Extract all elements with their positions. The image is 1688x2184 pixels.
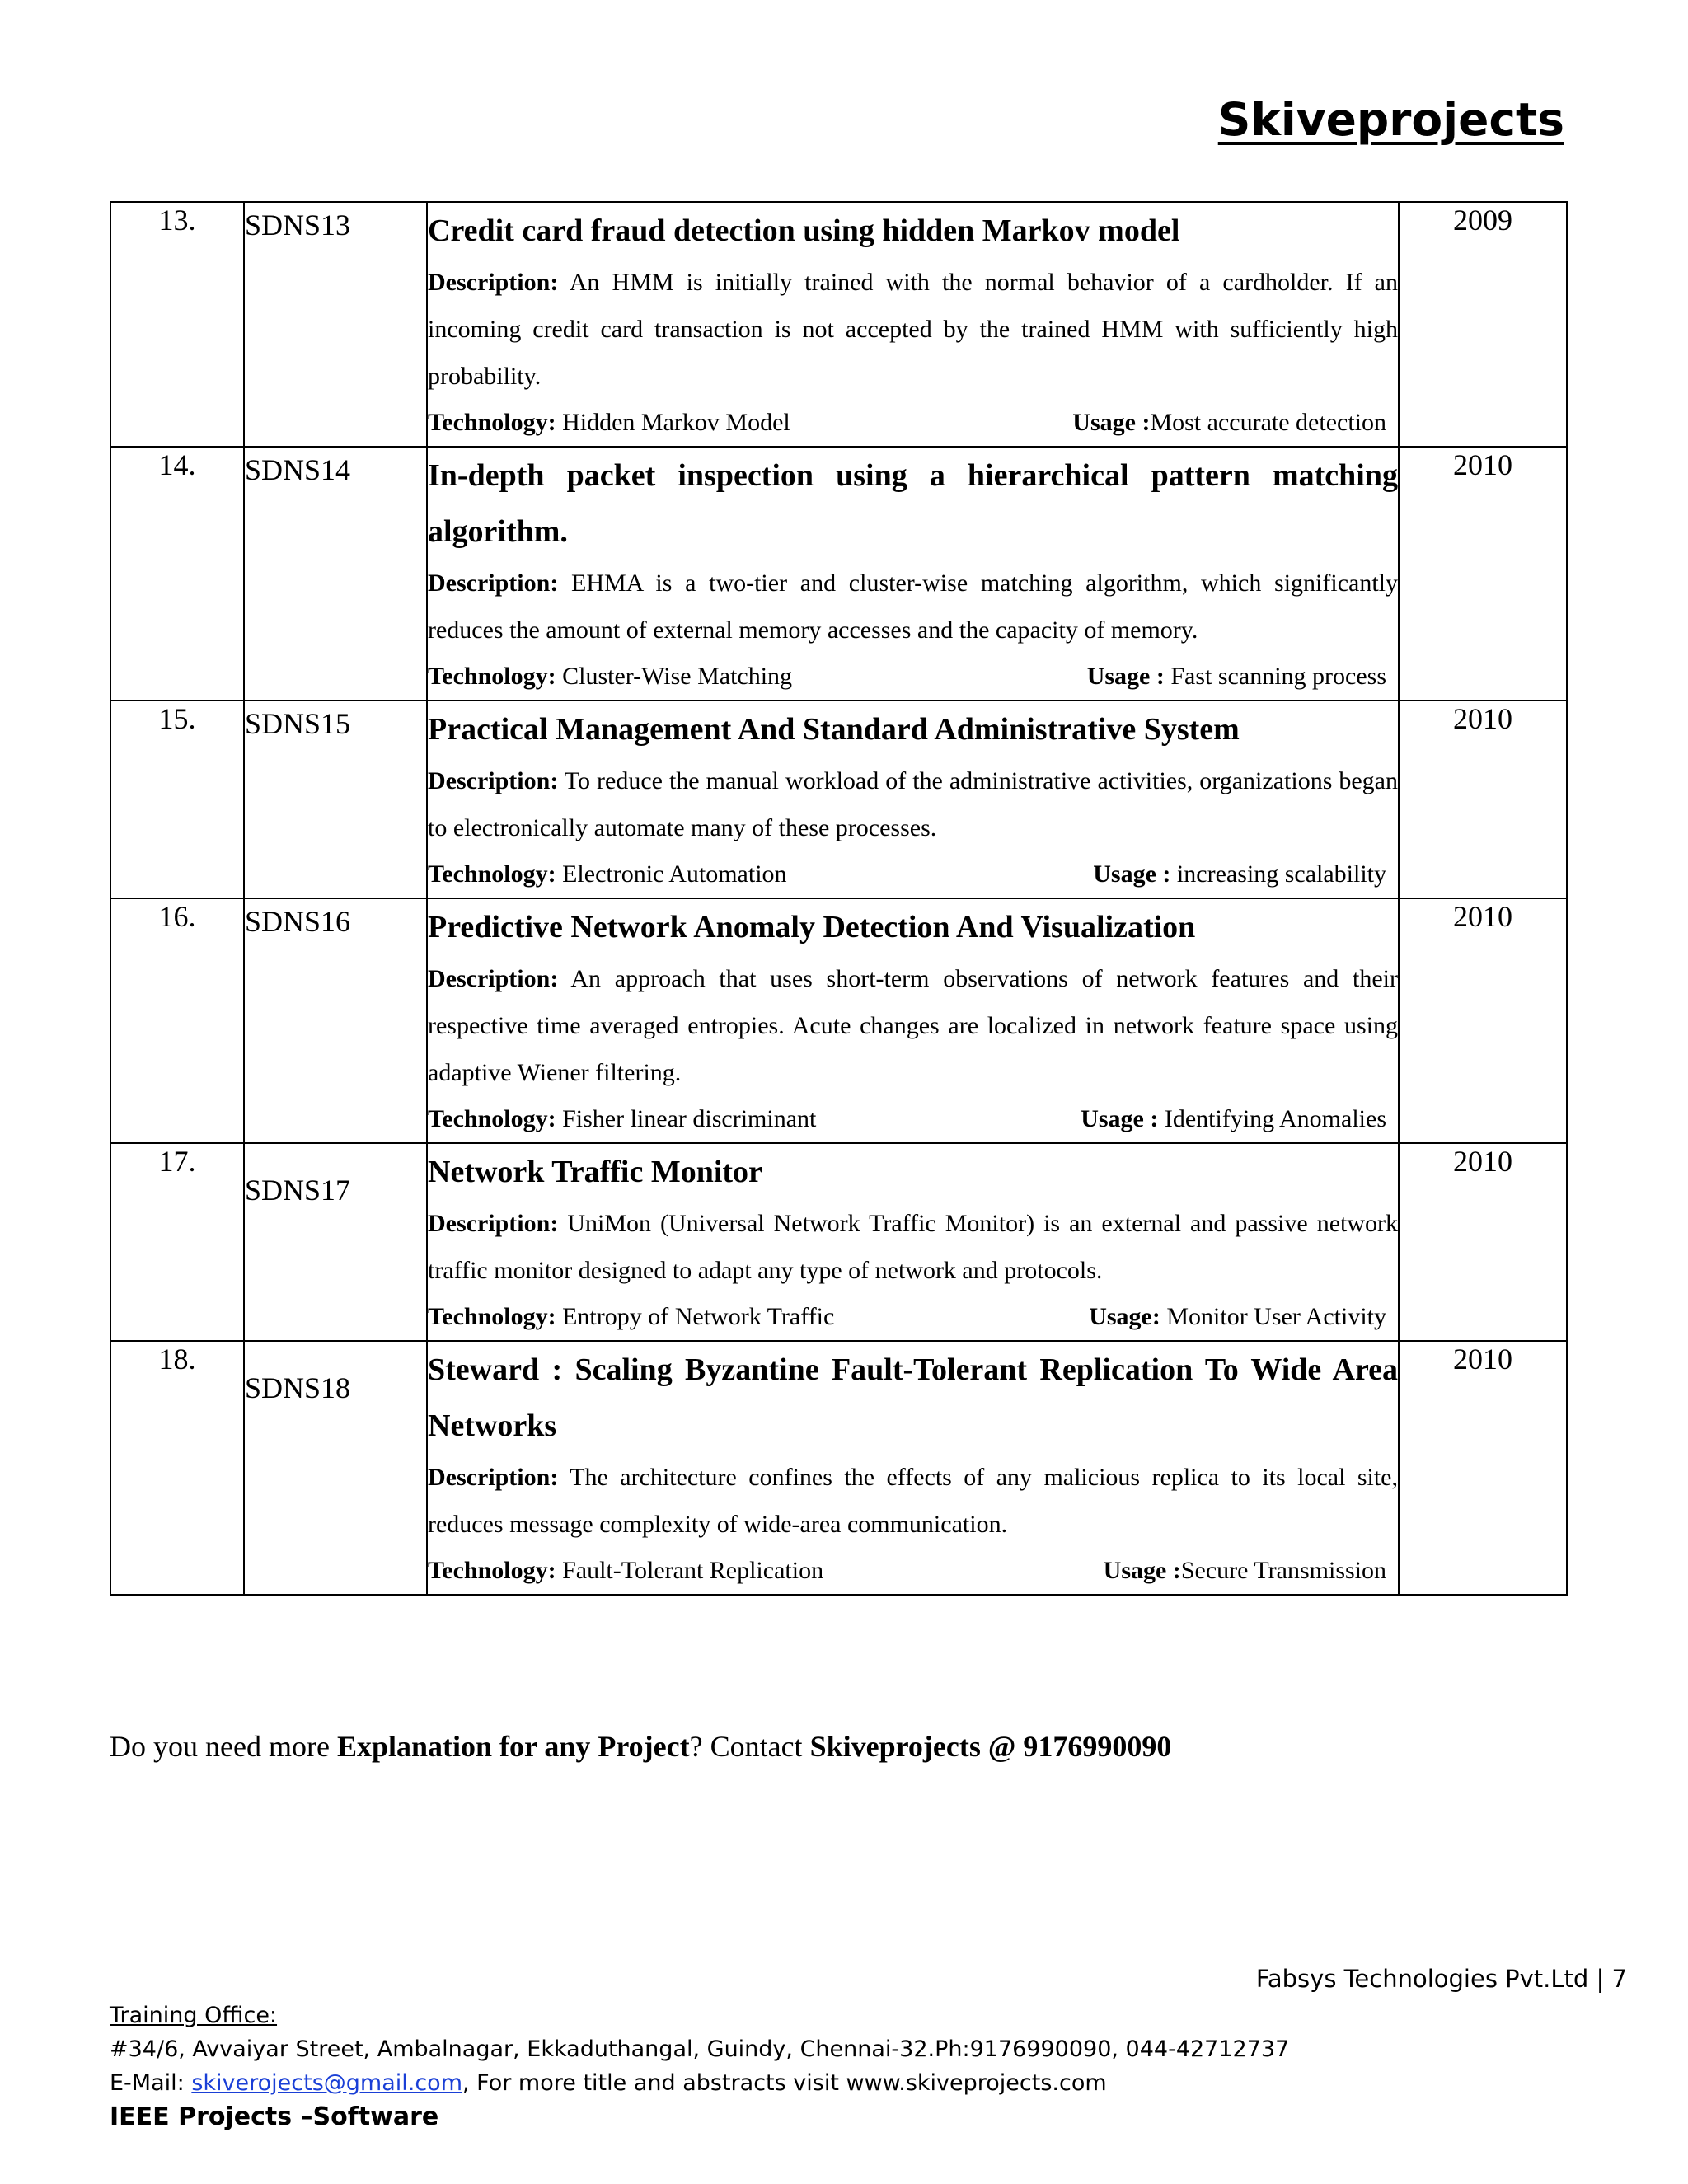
technology-line (428, 1096, 1398, 1142)
email-link[interactable]: skiverojects@gmail.com (191, 2070, 462, 2096)
project-number: 14. (110, 447, 244, 701)
separator: | (1596, 1965, 1605, 1993)
project-year: 2010 (1399, 1341, 1567, 1595)
visit-text: , For more title and abstracts visit www.skiveprojects.com (462, 2070, 1107, 2096)
technology-value: Electronic Automation (562, 860, 787, 888)
technology-label: Technology: (428, 1105, 556, 1132)
email-label: E-Mail: (110, 2070, 192, 2096)
project-year: 2010 (1399, 447, 1567, 701)
project-code: SDNS15 (245, 707, 351, 740)
description-label: Description: (428, 1210, 559, 1237)
project-code: SDNS18 (245, 1371, 351, 1404)
project-title: Predictive Network Anomaly Detection And Visualization (428, 910, 1196, 944)
table-row (110, 202, 1567, 447)
project-year: 2010 (1399, 898, 1567, 1143)
project-title: In-depth packet inspection using a hierarchical pattern matching algorithm. (428, 458, 1398, 549)
project-number: 18. (110, 1341, 244, 1595)
description-label: Description: (428, 569, 559, 597)
project-title: Steward : Scaling Byzantine Fault-Tolerant Replication To Wide Area Networks (428, 1352, 1398, 1443)
technology-value: Hidden Markov Model (562, 409, 790, 436)
description-text: To reduce the manual workload of the administrative activities, organizations began to electronically automate many of these processes. (428, 767, 1398, 841)
project-number: 15. (110, 701, 244, 898)
technology-line (428, 654, 1398, 700)
technology-label: Technology: (428, 1303, 556, 1330)
technology-label: Technology: (428, 1557, 556, 1584)
project-title: Practical Management And Standard Administrative System (428, 712, 1240, 747)
table-row (110, 1143, 1567, 1341)
email-line (110, 2066, 1289, 2100)
description-text: An approach that uses short-term observations of network features and their respective time averaged entropies. Acute changes are localized in network feature space using adaptive Wiener filtering. (428, 965, 1398, 1086)
usage-value: Secure Transmission (1180, 1557, 1386, 1584)
project-details (427, 1143, 1399, 1341)
office-address: #34/6, Avvaiyar Street, Ambalnagar, Ekkaduthangal, Guindy, Chennai-32.Ph:9176990090, 044-42712737 (110, 2036, 1290, 2062)
project-code: SDNS13 (245, 209, 351, 241)
project-details (427, 202, 1399, 447)
usage-value: Monitor User Activity (1166, 1303, 1386, 1330)
brand-title: Skiveprojects (1217, 93, 1564, 146)
project-title: Network Traffic Monitor (428, 1155, 762, 1189)
project-details (427, 1341, 1399, 1595)
cta-text: Do you need more (110, 1730, 337, 1763)
description-label: Description: (428, 965, 559, 992)
project-details (427, 898, 1399, 1143)
project-code: SDNS17 (245, 1174, 351, 1207)
description-label: Description: (428, 269, 559, 296)
project-details (427, 447, 1399, 701)
table-row (110, 701, 1567, 898)
technology-value: Fisher linear discriminant (562, 1105, 817, 1132)
technology-label: Technology: (428, 860, 556, 888)
usage-value: Most accurate detection (1150, 409, 1386, 436)
company-name: Fabsys Technologies Pvt.Ltd (1255, 1965, 1589, 1993)
description-text: EHMA is a two-tier and cluster-wise matching algorithm, which significantly reduces the amount of external memory accesses and the capacity of memory. (428, 569, 1398, 644)
technology-value: Cluster-Wise Matching (562, 663, 793, 690)
usage-value: Identifying Anomalies (1164, 1105, 1386, 1132)
technology-line (428, 851, 1398, 898)
projects-table (110, 201, 1568, 1596)
technology-value: Entropy of Network Traffic (562, 1303, 835, 1330)
technology-line (428, 1294, 1398, 1340)
project-number: 13. (110, 202, 244, 447)
usage-label: Usage: (1089, 1303, 1160, 1330)
description-text: UniMon (Universal Network Traffic Monitor) is an external and passive network traffic monitor designed to adapt any type of network and protocols. (428, 1210, 1398, 1284)
usage-label: Usage : (1103, 1557, 1181, 1584)
technology-line (428, 1548, 1398, 1594)
project-description (428, 757, 1398, 851)
project-description (428, 955, 1398, 1096)
project-title: Credit card fraud detection using hidden Markov model (428, 213, 1180, 248)
footer-company-page (1256, 1965, 1627, 1993)
cta-text: ? Contact (689, 1730, 810, 1763)
usage-label: Usage : (1093, 860, 1171, 888)
project-year: 2009 (1399, 202, 1567, 447)
project-year: 2010 (1399, 1143, 1567, 1341)
project-number: 17. (110, 1143, 244, 1341)
usage-label: Usage : (1086, 663, 1165, 690)
description-label: Description: (428, 767, 559, 794)
project-code: SDNS14 (245, 453, 351, 486)
category-label: IEEE Projects –Software (110, 2102, 439, 2131)
description-text: An HMM is initially trained with the normal behavior of a cardholder. If an incoming credit card transaction is not accepted by the trained HMM with sufficiently high probability. (428, 269, 1398, 390)
page-number: 7 (1611, 1965, 1627, 1993)
project-code: SDNS16 (245, 905, 351, 938)
technology-line (428, 400, 1398, 446)
description-text: The architecture confines the effects of any malicious replica to its local site, reduces message complexity of wide-area communication. (428, 1464, 1399, 1538)
table-row (110, 1341, 1567, 1595)
project-description (428, 1454, 1398, 1548)
description-label: Description: (428, 1464, 559, 1491)
project-description (428, 259, 1398, 400)
project-description (428, 1200, 1398, 1294)
contact-callout (110, 1729, 1171, 1764)
cta-emphasis: Explanation for any Project (336, 1730, 690, 1763)
table-row (110, 898, 1567, 1143)
cta-contact: Skiveprojects @ 9176990090 (809, 1730, 1172, 1763)
project-year: 2010 (1399, 701, 1567, 898)
usage-label: Usage : (1081, 1105, 1159, 1132)
project-number: 16. (110, 898, 244, 1143)
project-details (427, 701, 1399, 898)
technology-value: Fault-Tolerant Replication (562, 1557, 824, 1584)
usage-value: Fast scanning process (1170, 663, 1386, 690)
project-description (428, 560, 1398, 654)
footer (110, 1999, 1289, 2134)
usage-value: increasing scalability (1176, 860, 1386, 888)
office-label: Training Office: (110, 2003, 278, 2028)
usage-label: Usage : (1072, 409, 1151, 436)
technology-label: Technology: (428, 409, 556, 436)
technology-label: Technology: (428, 663, 556, 690)
table-row (110, 447, 1567, 701)
